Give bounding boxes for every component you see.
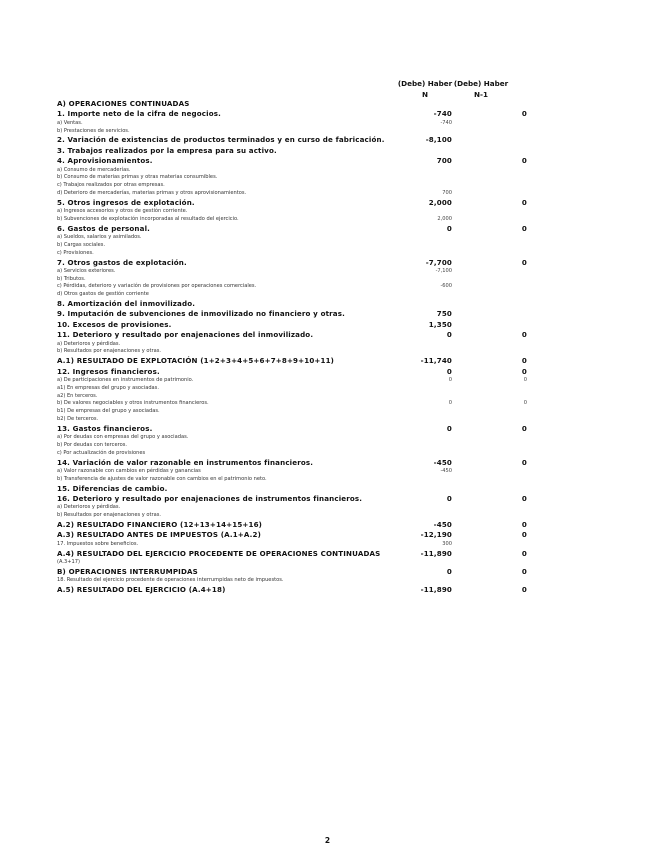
line-label: a1) En empresas del grupo y asociadas. [57, 384, 159, 391]
value-n1: 0 [521, 330, 527, 340]
statement-subline [57, 242, 527, 250]
value-n1: 0 [521, 519, 527, 529]
line-label: d) Deterioro de mercaderías, materias primas y otros aprovisionamientos. [57, 189, 247, 196]
column-header-n [395, 78, 455, 100]
line-label: b) De valores negociables y otros instrumentos financieros. [57, 400, 209, 407]
statement-line [57, 520, 527, 530]
page-number: 2 [324, 836, 331, 845]
value-n: -450 [440, 467, 452, 474]
value-n: -450 [433, 457, 452, 467]
statement-subline [57, 416, 527, 424]
line-label: a) De participaciones en instrumentos de patrimonio. [57, 377, 194, 384]
value-n: 0 [446, 366, 452, 376]
line-label: b) Tributos. [57, 275, 86, 282]
line-label: a) Consumo de mercaderías. [57, 166, 131, 173]
statement-subline [57, 385, 527, 393]
value-n1: 0 [521, 457, 527, 467]
statement-subline [57, 559, 527, 567]
line-label: 9. Imputación de subvenciones de inmovilizado no financiero y otras. [57, 309, 345, 319]
statement-line [57, 549, 527, 559]
statement-subline [57, 541, 527, 549]
line-label: 17. Impuestos sobre beneficios. [57, 540, 139, 547]
statement-subline [57, 182, 527, 190]
line-label: A.4) RESULTADO DEL EJERCICIO PROCEDENTE DE OPERACIONES CONTINUADAS [57, 548, 381, 558]
statement-subline [57, 450, 527, 458]
value-n: 0 [448, 377, 452, 384]
line-label: b) Prestaciones de servicios. [57, 127, 130, 134]
statement-subline [57, 434, 527, 442]
statement-subline [57, 468, 527, 476]
statement-line [57, 309, 527, 319]
column-header-n1-line1: (Debe) Haber [453, 79, 509, 88]
statement-line [57, 585, 527, 595]
line-label: 12. Ingresos financieros. [57, 366, 160, 376]
value-n: 700 [442, 189, 452, 196]
statement-subline [57, 208, 527, 216]
value-n1: 0 [521, 197, 527, 207]
value-n: -600 [440, 283, 452, 290]
line-label: 4. Aprovisionamientos. [57, 156, 153, 166]
line-label: 16. Deterioro y resultado por enajenaciones de instrumentos financieros. [57, 493, 363, 503]
statement-subline [57, 341, 527, 349]
line-label: b) Resultados por enajenaciones y otras. [57, 512, 161, 519]
line-label: 11. Deterioro y resultado por enajenaciones del inmovilizado. [57, 330, 314, 340]
line-label: 3. Trabajos realizados por la empresa para su activo. [57, 145, 277, 155]
value-n1: 0 [521, 257, 527, 267]
value-n: -11,890 [420, 548, 452, 558]
column-header-n-line1: (Debe) Haber [397, 79, 453, 88]
value-n1: 0 [521, 530, 527, 540]
line-label: a2) En terceros. [57, 392, 98, 399]
statement-line [57, 109, 527, 119]
value-n: -8,100 [425, 135, 452, 145]
statement-subline [57, 377, 527, 385]
line-label: b) Cargas sociales. [57, 241, 106, 248]
statement-subline [57, 216, 527, 224]
value-n1: 0 [521, 548, 527, 558]
line-label: B) OPERACIONES INTERRUMPIDAS [57, 566, 198, 576]
statement-subline [57, 268, 527, 276]
statement-subline [57, 291, 527, 299]
statement-subline [57, 128, 527, 136]
column-header-n1 [451, 78, 511, 100]
line-label: a) Ventas. [57, 119, 83, 126]
line-label: 6. Gastos de personal. [57, 223, 150, 233]
statement-line [57, 224, 527, 234]
statement-line [57, 135, 527, 145]
statement-line [57, 530, 527, 540]
line-label: A.3) RESULTADO ANTES DE IMPUESTOS (A.1+A.2) [57, 530, 261, 540]
value-n1: 0 [521, 423, 527, 433]
value-n: -740 [433, 109, 452, 119]
value-n: -12,190 [420, 530, 452, 540]
statement-subline [57, 442, 527, 450]
value-n: -450 [433, 519, 452, 529]
statement-line [57, 156, 527, 166]
statement-subline [57, 476, 527, 484]
line-label: 18. Resultado del ejercicio procedente de operaciones interrumpidas neto de impuestos. [57, 577, 284, 584]
statement-subline [57, 400, 527, 408]
line-label: (A.3+17) [57, 558, 80, 565]
value-n: -7,100 [435, 267, 452, 274]
statement-line [57, 367, 527, 377]
value-n: 750 [436, 309, 452, 319]
line-label: 10. Excesos de provisiones. [57, 319, 172, 329]
statement-subline [57, 348, 527, 356]
statement-subline [57, 393, 527, 401]
line-label: 15. Diferencias de cambio. [57, 483, 168, 493]
value-n: -7,700 [425, 257, 452, 267]
column-header-n-line2: N [421, 90, 428, 99]
statement-line [57, 299, 527, 309]
statement-subline [57, 577, 527, 585]
statement-line [57, 330, 527, 340]
value-n: 0 [448, 400, 452, 407]
line-label: a) Sueldos, salarios y asimilados. [57, 234, 142, 241]
value-n1: 0 [523, 400, 527, 407]
line-label: b) Transferencia de ajustes de valor razonable con cambios en el patrimonio neto. [57, 475, 267, 482]
value-n: 2,000 [437, 215, 452, 222]
value-n: 700 [436, 156, 452, 166]
value-n: 0 [446, 423, 452, 433]
statement-subline [57, 512, 527, 520]
value-n: 0 [446, 223, 452, 233]
statement-line [57, 198, 527, 208]
line-label: b) Por deudas con terceros. [57, 441, 127, 448]
line-label: c) Provisiones. [57, 249, 94, 256]
line-label: 8. Amortización del inmovilizado. [57, 299, 196, 309]
statement-line [57, 424, 527, 434]
value-n: 0 [446, 493, 452, 503]
value-n: 0 [446, 566, 452, 576]
value-n: 2,000 [428, 197, 452, 207]
statement-subline [57, 504, 527, 512]
statement-subline [57, 167, 527, 175]
value-n1: 0 [521, 366, 527, 376]
line-label: a) Deterioros y pérdidas. [57, 340, 121, 347]
statement-line [57, 494, 527, 504]
line-label: a) Deterioros y pérdidas. [57, 504, 121, 511]
income-statement-table [57, 99, 527, 595]
line-label: b2) De terceros. [57, 416, 99, 422]
value-n: 0 [446, 330, 452, 340]
statement-subline [57, 250, 527, 258]
statement-line [57, 484, 527, 494]
line-label: 13. Gastos financieros. [57, 423, 153, 433]
line-label: A.1) RESULTADO DE EXPLOTACIÓN (1+2+3+4+5+6+7+8+9+10+11) [57, 356, 335, 366]
line-label: c) Por actualización de provisiones [57, 449, 146, 456]
statement-line [57, 146, 527, 156]
line-label: d) Otros gastos de gestión corriente [57, 291, 149, 298]
line-label: c) Trabajos realizados por otras empresas. [57, 182, 165, 189]
line-label: a) Ingresos accesorios y otros de gestión corriente. [57, 208, 188, 215]
line-label: 1. Importe neto de la cifra de negocios. [57, 109, 221, 119]
statement-line [57, 458, 527, 468]
value-n: 300 [442, 540, 452, 547]
statement-line [57, 356, 527, 366]
value-n1: 0 [521, 223, 527, 233]
value-n1: 0 [521, 356, 527, 366]
line-label: 2. Variación de existencias de productos terminados y en curso de fabricación. [57, 135, 385, 145]
statement-subline [57, 234, 527, 242]
statement-subline [57, 190, 527, 198]
statement-line [57, 320, 527, 330]
value-n1: 0 [523, 377, 527, 384]
statement-line [57, 258, 527, 268]
line-label: b1) De empresas del grupo y asociadas. [57, 408, 160, 415]
line-label: 5. Otros ingresos de explotación. [57, 197, 195, 207]
statement-line [57, 99, 527, 109]
value-n1: 0 [521, 156, 527, 166]
line-label: a) Servicios exteriores. [57, 267, 116, 274]
line-label: 14. Variación de valor razonable en instrumentos financieros. [57, 457, 314, 467]
line-label: b) Resultados por enajenaciones y otras. [57, 348, 161, 355]
line-label: a) Por deudas con empresas del grupo y asociadas. [57, 434, 189, 441]
line-label: A) OPERACIONES CONTINUADAS [57, 99, 190, 108]
line-label: b) Subvenciones de explotación incorporadas al resultado del ejercicio. [57, 215, 239, 222]
line-label: A.2) RESULTADO FINANCIERO (12+13+14+15+16) [57, 519, 263, 529]
line-label: A.5) RESULTADO DEL EJERCICIO (A.4+18) [57, 584, 226, 594]
value-n: -11,890 [420, 584, 452, 594]
line-label: b) Consumo de materias primas y otras materias consumibles. [57, 174, 218, 181]
value-n: 1,350 [428, 319, 452, 329]
value-n1: 0 [521, 566, 527, 576]
line-label: 7. Otros gastos de explotación. [57, 257, 187, 267]
value-n1: 0 [521, 109, 527, 119]
value-n: -11,740 [420, 356, 452, 366]
statement-subline [57, 408, 527, 416]
column-header-n1-line2: N-1 [474, 90, 488, 99]
statement-subline [57, 120, 527, 128]
statement-subline [57, 174, 527, 182]
line-label: c) Pérdidas, deterioro y variación de provisiones por operaciones comerciales. [57, 283, 257, 290]
line-label: a) Valor razonable con cambios en pérdidas y ganancias [57, 467, 201, 474]
value-n1: 0 [521, 584, 527, 594]
value-n1: 0 [521, 493, 527, 503]
value-n: -740 [440, 119, 452, 126]
statement-line [57, 567, 527, 577]
